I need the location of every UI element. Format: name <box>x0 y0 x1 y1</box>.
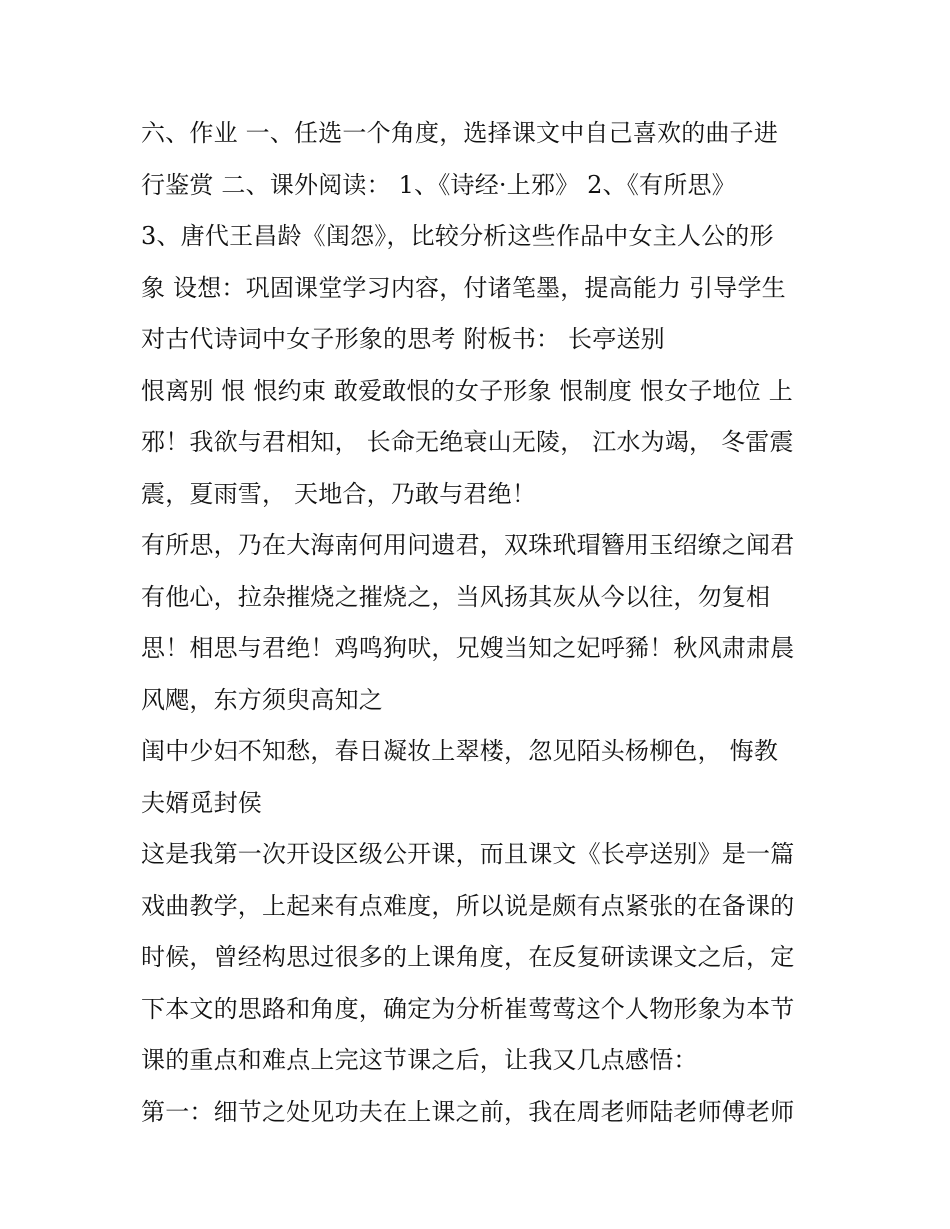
text-line: 闺中少妇不知愁，春日凝妆上翠楼，忽见陌头杨柳色， 悔教 <box>141 737 779 765</box>
text-line: 这是我第一次开设区级公开课，而且课文《长亭送别》是一篇 <box>141 840 795 868</box>
text-line: 震，夏雨雪， 天地合，乃敢与君绝！ <box>141 479 537 508</box>
text-line: 六、作业 一、任选一个角度，选择课文中自己喜欢的曲子进 <box>141 119 779 147</box>
text-line: 课的重点和难点上完这节课之后，让我又几点感悟： <box>141 1046 698 1074</box>
text-line: 对古代诗词中女子形象的思考 附板书： 长亭送别 <box>141 325 665 353</box>
text-line: 风飔，东方须臾高知之 <box>141 685 383 714</box>
text-line: 第一：细节之处见功夫在上课之前，我在周老师陆老师傅老师 <box>141 1097 795 1126</box>
text-line: 夫婿觅封侯 <box>141 788 262 817</box>
text-line: 邪！我欲与君相知， 长命无绝衰山无陵， 江水为竭， 冬雷震 <box>141 428 794 456</box>
text-line: 有他心，拉杂摧烧之摧烧之，当风扬其灰从今以往，勿复相 <box>141 582 771 611</box>
text-line: 时候，曾经构思过很多的上课角度，在反复研读课文之后，定 <box>141 943 795 971</box>
text-line: 有所思，乃在大海南何用问遗君，双珠玳瑁簪用玉绍缭之闻君 <box>141 531 795 559</box>
document-body <box>141 108 821 1138</box>
text-line: 恨离别 恨 恨约束 敢爱敢恨的女子形象 恨制度 恨女子地位 上 <box>141 376 793 405</box>
text-line: 象 设想：巩固课堂学习内容，付诸笔墨，提高能力 引导学生 <box>141 273 786 302</box>
text-line: 3、唐代王昌龄《闺怨》，比较分析这些作品中女主人公的形 <box>141 222 774 250</box>
text-line: 行鉴赏 二、课外阅读： 1、《诗经·上邪》 2、《有所思》 <box>141 170 736 199</box>
text-line: 思！相思与君绝！鸡鸣狗吠，兄嫂当知之妃呼豨！秋风肃肃晨 <box>141 634 795 662</box>
text-line: 戏曲教学，上起来有点难度，所以说是颇有点紧张的在备课的 <box>141 891 795 920</box>
text-line: 下本文的思路和角度，确定为分析崔莺莺这个人物形象为本节 <box>141 994 795 1023</box>
